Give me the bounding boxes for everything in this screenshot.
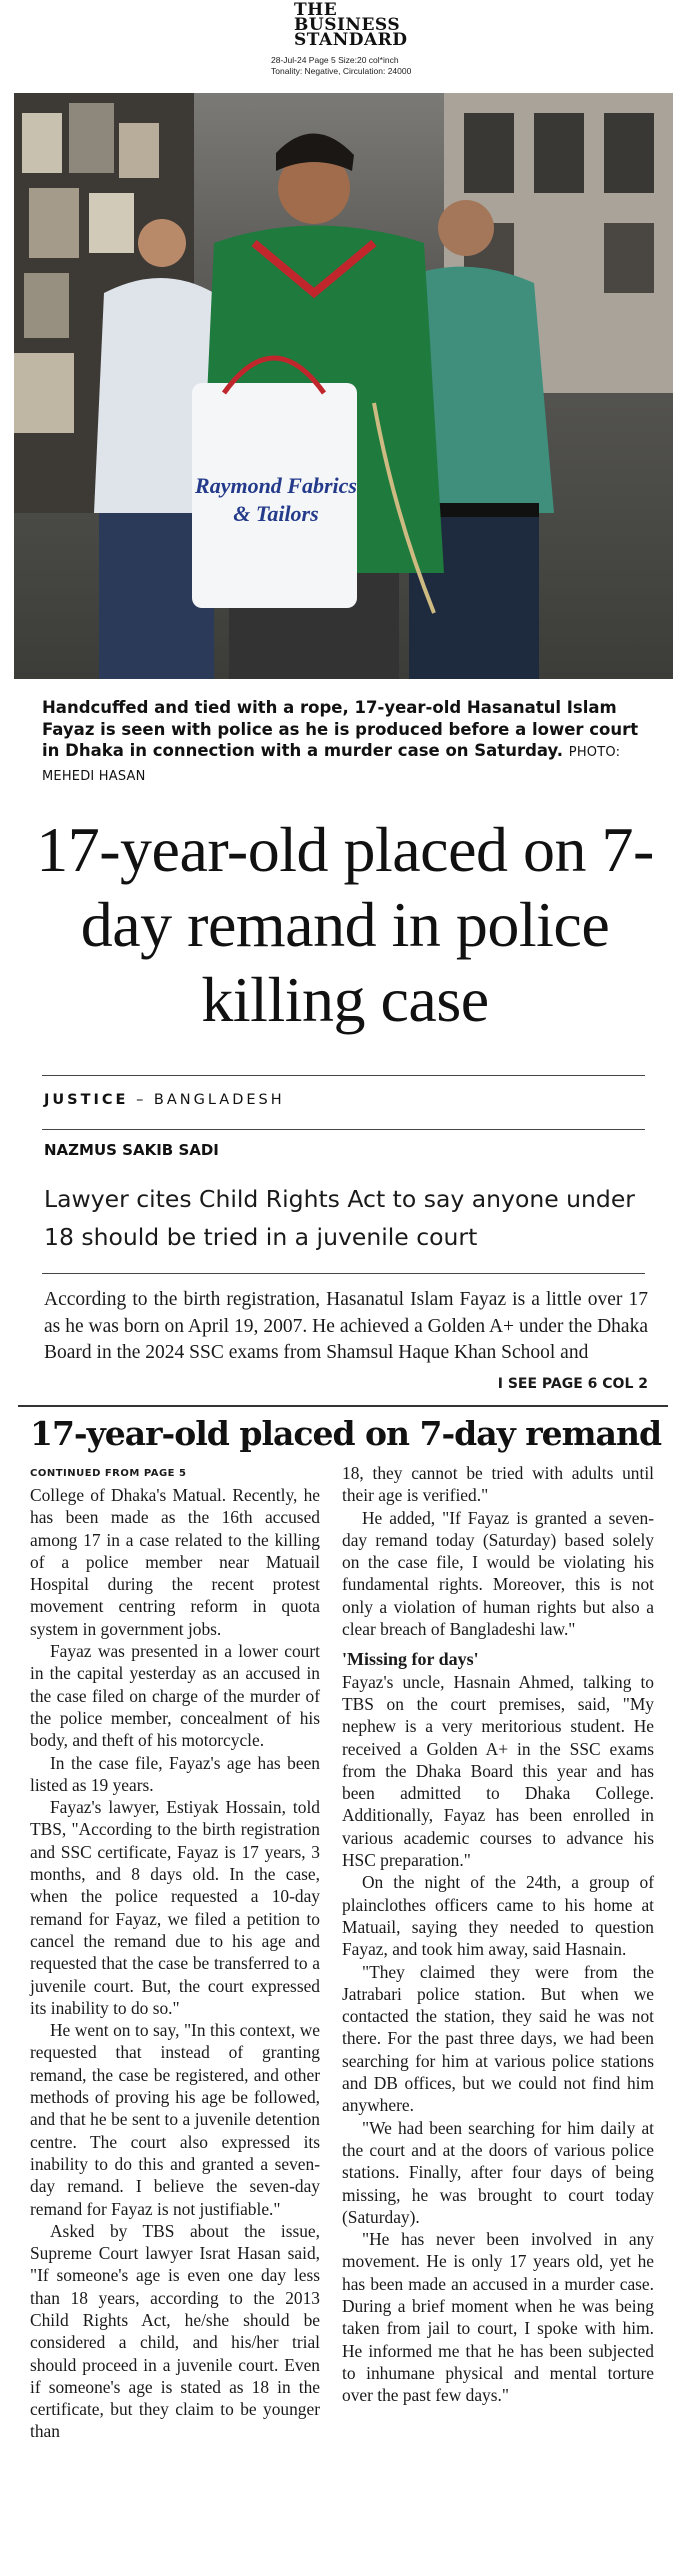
- rule-top: [42, 1075, 645, 1076]
- right-paragraph: "We had been searching for him daily at the court and at the doors of various police stations. Finally, after four days of being missing, he was brought to court today (Saturday).: [342, 2117, 654, 2227]
- news-photo: [14, 93, 673, 679]
- left-paragraph: College of Dhaka's Matual. Recently, he has been made as the 16th accused among 17 in a case related to the killing of a police member near Matuail Hospital during the recent protest movement centring reform in quota system in government jobs.: [30, 1485, 320, 1639]
- left-column: [30, 1484, 320, 2443]
- left-paragraph: Fayaz was presented in a lower court in the capital yesterday as an accused in the case filed on charge of the murder of the police member, concealment of his body, and theft of his motorcycle.: [30, 1641, 320, 1751]
- logo-line-1: THE: [294, 0, 338, 20]
- bag-text-line-1: Raymond Fabrics: [195, 473, 357, 498]
- right-paragraph: "They claimed they were from the Jatrabari police station. But when we contacted the station, they said he was not there. For the past three days, we had been searching for him at various police stations and DB offices, but we could not find him anywhere.: [342, 1961, 654, 2116]
- right-paragraph: Fayaz's uncle, Hasnain Ahmed, talking to TBS on the court premises, said, "My nephew is a very meritorious student. He received a Golden A+ in the SSC exams from the Dhaka Board this year and has been admitted to Dhaka College. Additionally, Fayaz has been enrolled in various academic courses to advance his HSC preparation.": [342, 1671, 654, 1871]
- right-column: [342, 1462, 654, 2406]
- jump-divider: [18, 1405, 668, 1407]
- section-dash: –: [136, 1092, 147, 1108]
- clipping-meta-tonality: Tonality: Negative, Circulation: 24000: [271, 66, 412, 76]
- byline: NAZMUS SAKIB SADI: [44, 1141, 219, 1159]
- photo-caption: [42, 697, 644, 787]
- masthead: [0, 0, 687, 92]
- newspaper-logo: [294, 0, 408, 50]
- left-paragraph: In the case file, Fayaz's age has been listed as 19 years.: [30, 1752, 320, 1795]
- jump-headline: 17-year-old placed on 7-day remand: [30, 1414, 662, 1453]
- see-page-jump: I SEE PAGE 6 COL 2: [497, 1375, 648, 1392]
- photo-credit: PHOTO: MEHEDI HASAN: [42, 745, 621, 784]
- right-paragraph: On the night of the 24th, a group of plainclothes officers came to his home at Matuail, saying they needed to question Fayaz, and took him away, said Hasnain.: [342, 1872, 654, 1960]
- continued-label: CONTINUED FROM PAGE 5: [30, 1468, 187, 1479]
- caption-text: Handcuffed and tied with a rope, 17-year-old Hasanatul Islam Fayaz is seen with police as he is produced before a lower court in Dhaka in connection with a murder case on Saturday.: [42, 698, 639, 760]
- left-paragraph: Fayaz's lawyer, Estiyak Hossain, told TBS, "According to the birth registration and SSC certificate, Fayaz is 17 years, 3 months, and 8 days old. In the case, when the police requested a 10-day remand for Fayaz, we filed a petition to cancel the remand due to his age and requested that the case be transferred to a juvenile court. But, the court expressed its inability to do so.": [30, 1797, 320, 2018]
- rule-section: [42, 1129, 645, 1130]
- section-kicker: JUSTICE: [44, 1092, 129, 1108]
- logo-line-2: BUSINESS: [294, 15, 401, 35]
- section-subhead: 'Missing for days': [342, 1649, 479, 1670]
- subheadline: Lawyer cites Child Rights Act to say anyone under 18 should be tried in a juvenile court: [44, 1185, 635, 1251]
- section-name: BANGLADESH: [153, 1092, 285, 1108]
- photo-illustration: [14, 93, 673, 679]
- left-paragraph: Asked by TBS about the issue, Supreme Court lawyer Israt Hasan said, "If someone's age is even one day less than 18 years, according to the 2013 Child Rights Act, he/she should be considered a child, and his/her trial should proceed in a juvenile court. Even if someone's age is stated as 18 in the certificate, but they claim to be younger than: [30, 2220, 320, 2442]
- section-tag: [44, 1092, 285, 1108]
- left-paragraph: He went on to say, "In this context, we requested that instead of granting remand, the case be registered, and other methods of proving his age be followed, and that he be sent to a juvenile detention centre. The court also expressed its inability to do this and granted a seven-day remand. I believe the seven-day remand for Fayaz is not justifiable.": [30, 2020, 320, 2219]
- right-paragraph: 18, they cannot be tried with adults until their age is verified.": [342, 1463, 654, 1506]
- lead-text: According to the birth registration, Hasanatul Islam Fayaz is a little over 17 as he was born on April 19, 2007. He achieved a Golden A+ under the Dhaka Board in the 2024 SSC exams from Shamsul Haque Khan School and: [44, 1289, 648, 1363]
- lead-paragraph: [44, 1287, 648, 1397]
- bag-text-line-2: & Tailors: [233, 501, 319, 526]
- logo-line-3: STANDARD: [294, 30, 408, 50]
- rule-subhead: [42, 1273, 645, 1274]
- headline: 17-year-old placed on 7-day remand in police killing case: [36, 814, 654, 1035]
- clipping-meta-date: 28-Jul-24 Page 5 Size:20 col*inch: [271, 55, 399, 65]
- right-paragraph: He added, "If Fayaz is granted a seven-day remand today (Saturday) based solely on the case file, I would be violating his fundamental rights. Moreover, this is not only a violation of human rights but also a clear breach of Bangladeshi law.": [342, 1507, 654, 1640]
- right-paragraph: "He has never been involved in any movement. He is only 17 years old, yet he has been made an accused in a murder case. During a brief moment when he was being taken from jail to court, I spoke with him. He informed me that he has been subjected to inhumane physical and mental torture over the past few days.": [342, 2229, 654, 2406]
